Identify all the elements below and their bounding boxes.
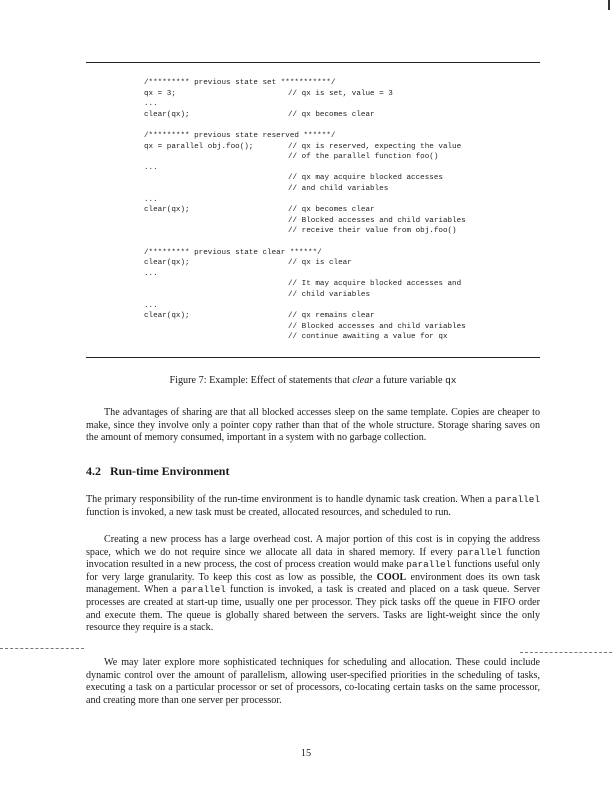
overhead-code-3: parallel xyxy=(180,584,226,596)
overhead-text-d: environment does its own task management. When a xyxy=(86,571,540,596)
caption-prefix: Figure 7: Example: Effect of statements that xyxy=(169,375,353,386)
code-line-left: ... xyxy=(144,301,158,310)
code-line-comment: // and child variables xyxy=(288,185,389,193)
code-line-comment: // qx may acquire blocked accesses xyxy=(288,174,443,183)
overhead-text-a: Creating a new process has a large overhead cost. A major portion of this cost is in copying the address space, which we do not require since we allocate all data in shared memory. If every xyxy=(86,534,540,558)
code-line-comment: // receive their value from obj.foo() xyxy=(288,227,457,236)
paragraph-overhead xyxy=(86,534,540,635)
code-line-comment: // qx remains clear xyxy=(288,312,375,321)
code-line-comment: // Blocked accesses and child variables xyxy=(288,216,466,225)
code-line-left: ... xyxy=(144,100,158,109)
code-line-left: ... xyxy=(144,269,158,278)
paragraph-runtime xyxy=(86,494,540,519)
overhead-code-1: parallel xyxy=(457,546,503,558)
code-line-comment: // continue awaiting a value for qx xyxy=(288,333,448,342)
code-line-comment: // child variables xyxy=(288,291,371,299)
code-line-left: /********* previous state clear ******/ xyxy=(144,248,322,257)
code-line-comment: // qx becomes clear xyxy=(288,110,375,119)
code-line-comment: // qx is clear xyxy=(288,259,352,268)
caption-middle: a future variable xyxy=(373,375,446,386)
code-line-comment: // Blocked accesses and child variables xyxy=(288,322,466,331)
code-line-left: clear(qx); xyxy=(144,110,190,119)
section-number: 4.2 xyxy=(86,464,101,478)
section-title: Run-time Environment xyxy=(110,464,230,478)
code-line-left: clear(qx); xyxy=(144,312,190,321)
runtime-text-a: The primary responsibility of the run-time environment is to handle dynamic task creation. When a xyxy=(86,494,495,505)
code-line-comment: // qx is set, value = 3 xyxy=(288,89,393,98)
paragraph-future: We may later explore more sophisticated techniques for scheduling and allocation. These could include dynamic control over the amount of parallelism, allowing user-specified priorities in the scheduling of tasks, executing a task on a particular processor or set of processors, co-locating certain tasks on the same processor, and creating more than one server per processor. xyxy=(86,657,540,706)
code-line-comment: // qx becomes clear xyxy=(288,206,375,215)
code-line-comment: // It may acquire blocked accesses and xyxy=(288,280,462,289)
overhead-text-e: function is invoked, a task is created and placed on a task queue. Server processes are created at start-up time, usually one per processor. They pick tasks off the queue in FIFO order and execute them. The queue is globally shared between the servers. Tasks are light-weight since the only resource they require is a stack. xyxy=(86,584,541,634)
code-line-left: /********* previous state reserved ******/ xyxy=(144,132,336,140)
figure-top-rule xyxy=(86,62,540,63)
scan-edge-mark xyxy=(608,0,610,10)
caption-code: qx xyxy=(445,375,457,386)
code-line-left: ... xyxy=(144,195,158,204)
runtime-text-b: function is invoked, a new task must be created, allocated resources, and scheduled to run. xyxy=(86,506,451,518)
code-line-left: qx = parallel obj.foo(); xyxy=(144,142,254,151)
section-heading xyxy=(86,464,229,479)
code-line-left: ... xyxy=(144,163,158,172)
runtime-code: parallel xyxy=(494,494,540,505)
code-line-left: clear(qx); xyxy=(144,259,190,268)
code-line-left: clear(qx); xyxy=(144,206,190,215)
caption-emphasis: clear xyxy=(352,375,374,386)
code-line-comment: // of the parallel function foo() xyxy=(288,153,439,162)
figure-caption xyxy=(86,374,540,387)
overhead-text-b: function invocation resulted in a new process, the cost of process creation would make xyxy=(86,546,540,571)
page-number: 15 xyxy=(300,748,312,759)
paragraph-sharing: The advantages of sharing are that all blocked accesses sleep on the same template. Copies are cheaper to make, since they involve only a pointer copy rather than that of the whole structure. Storage sharing saves on the amount of memory consumed, important in a system with no garbage collection. xyxy=(86,407,540,444)
code-line-comment: // qx is reserved, expecting the value xyxy=(288,142,462,151)
code-line-left: /********* previous state set ***********/ xyxy=(144,79,336,87)
code-line-left: qx = 3; xyxy=(144,89,176,98)
overhead-cool: COOL xyxy=(376,571,407,583)
overhead-text-c: functions useful only for very large granularity. To keep this cost as low as possible, the xyxy=(86,559,540,583)
overhead-code-2: parallel xyxy=(406,559,452,571)
figure-bottom-rule xyxy=(86,357,540,358)
scan-artifact-left xyxy=(0,648,84,649)
scan-artifact-right xyxy=(520,652,612,653)
